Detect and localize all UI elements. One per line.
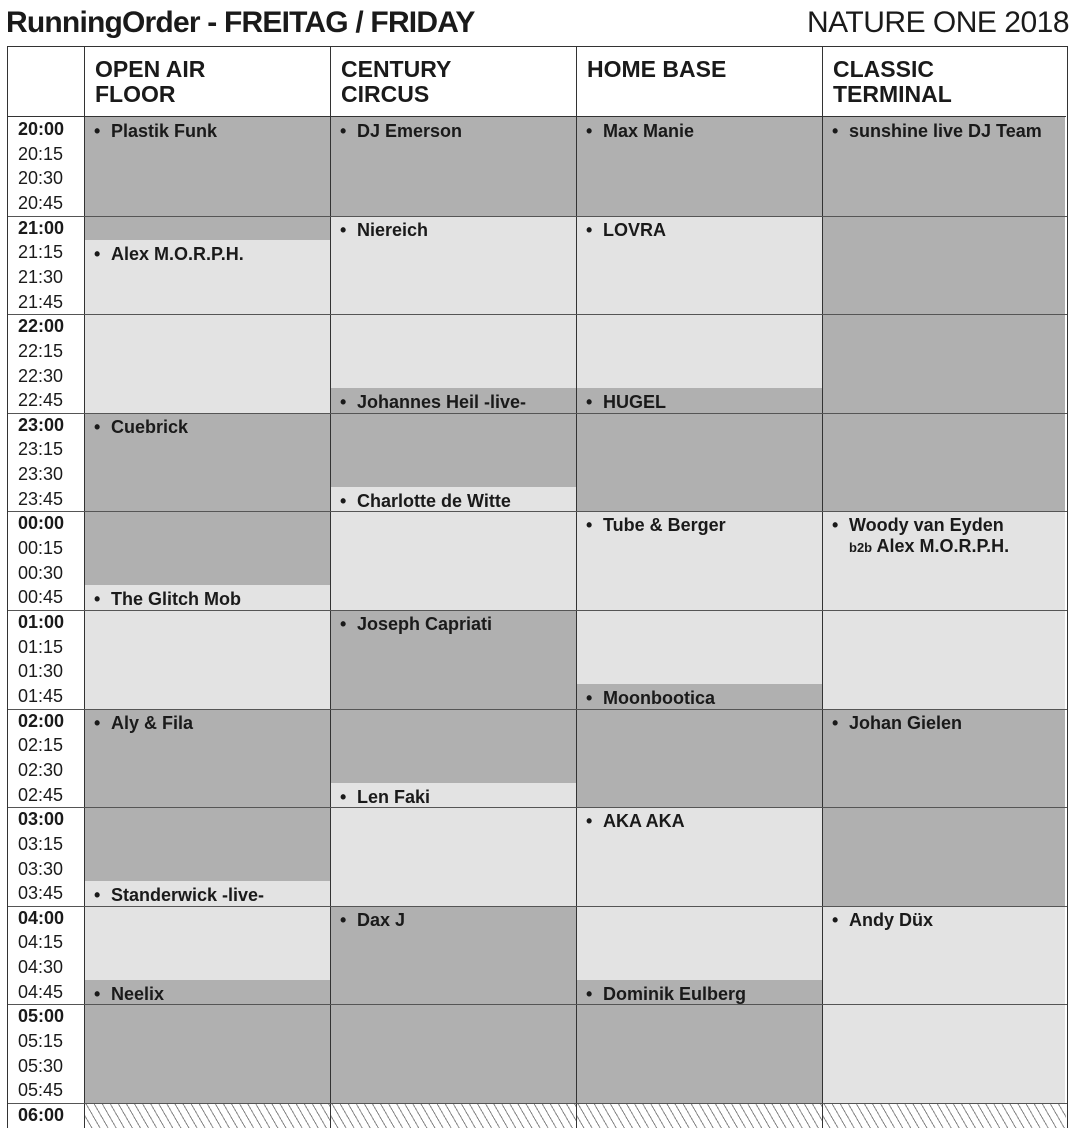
set-block[interactable] — [85, 117, 330, 240]
artist-name: Dax J — [357, 909, 406, 930]
artist-line — [340, 614, 492, 634]
time-label: 02:45 — [18, 784, 64, 805]
stage-name-line1: CENTURY — [341, 56, 452, 82]
set-block[interactable] — [85, 413, 330, 586]
time-label: 23:00 — [18, 414, 65, 435]
hour-divider — [8, 314, 1067, 315]
hour-divider — [8, 1103, 1067, 1104]
artist-name: Niereich — [357, 219, 429, 240]
stage-name-line1: HOME BASE — [587, 56, 727, 82]
stage-header-classic-terminal — [823, 47, 1066, 117]
time-label: 22:15 — [18, 340, 64, 361]
end-of-night-hatch — [577, 1103, 823, 1128]
hour-divider — [8, 413, 1067, 414]
set-block[interactable] — [331, 388, 576, 487]
time-label: 21:15 — [18, 242, 64, 263]
bullet-icon: • — [832, 121, 839, 141]
artist-name: Max Manie — [603, 121, 695, 141]
artist-name: Johannes Heil -live- — [357, 392, 527, 413]
bullet-icon: • — [832, 909, 839, 930]
stage-name-line1: OPEN AIR — [95, 56, 206, 82]
time-label: 01:45 — [18, 685, 64, 706]
set-block[interactable] — [85, 881, 330, 980]
bullet-icon: • — [586, 515, 593, 536]
bullet-icon: • — [586, 392, 593, 413]
time-label: 23:30 — [18, 464, 64, 485]
artist-line — [832, 713, 962, 733]
stage-header-open-air-floor — [85, 47, 331, 117]
artist-line — [94, 713, 193, 733]
artist-name: Moonbootica — [603, 687, 715, 708]
time-label: 22:00 — [18, 316, 65, 337]
hour-divider — [8, 807, 1067, 808]
time-label: 20:00 — [18, 119, 65, 139]
artist-name: DJ Emerson — [357, 121, 463, 141]
artist-name: Alex M.O.R.P.H. — [111, 244, 244, 265]
b2b-line — [832, 536, 1065, 558]
time-label: 01:15 — [18, 636, 64, 657]
bullet-icon: • — [94, 885, 101, 906]
time-label: 05:45 — [18, 1080, 64, 1101]
end-of-night-hatch — [85, 1103, 331, 1128]
set-block[interactable] — [577, 980, 822, 1103]
artist-name: Charlotte de Witte — [357, 490, 511, 511]
time-label: 23:15 — [18, 439, 64, 460]
time-label: 00:30 — [18, 562, 64, 583]
time-label: 01:30 — [18, 661, 64, 682]
time-label: 23:45 — [18, 488, 64, 509]
bullet-icon: • — [94, 416, 101, 437]
stage-header-home-base — [577, 47, 823, 117]
set-block[interactable] — [577, 388, 822, 511]
time-label: 03:30 — [18, 858, 64, 879]
artist-line — [586, 811, 685, 831]
artist-name: Aly & Fila — [111, 712, 194, 733]
set-block[interactable] — [331, 216, 576, 389]
artist-line — [340, 491, 511, 511]
bullet-icon: • — [340, 614, 347, 634]
set-block[interactable] — [85, 980, 330, 1103]
time-label: 04:15 — [18, 932, 64, 953]
hour-divider — [8, 610, 1067, 611]
time-label: 04:00 — [18, 907, 65, 928]
bullet-icon: • — [586, 121, 593, 141]
time-label: 02:00 — [18, 710, 65, 731]
bullet-icon: • — [832, 515, 839, 536]
running-order-grid — [7, 46, 1068, 1128]
set-block[interactable] — [331, 487, 576, 610]
artist-name: Joseph Capriati — [357, 614, 493, 634]
corner-cell — [8, 47, 85, 117]
page-header — [6, 6, 1069, 44]
artist-name: Johan Gielen — [849, 712, 963, 733]
artist-name: Andy Düx — [849, 909, 934, 930]
artist-line — [586, 220, 666, 240]
event-name: NATURE ONE 2018 — [806, 6, 1069, 39]
artist-name: AKA AKA — [603, 811, 685, 832]
hour-divider — [8, 1004, 1067, 1005]
set-block[interactable] — [577, 807, 822, 980]
time-label: 01:00 — [18, 612, 65, 632]
set-block[interactable] — [331, 117, 576, 216]
page-title: RunningOrder - FREITAG / FRIDAY — [6, 6, 475, 39]
bullet-icon: • — [586, 983, 593, 1004]
set-block[interactable] — [85, 585, 330, 708]
time-label: 05:00 — [18, 1006, 65, 1027]
artist-line — [586, 515, 726, 535]
set-block[interactable] — [85, 709, 330, 882]
artist-name: Cuebrick — [111, 416, 189, 437]
time-label: 05:15 — [18, 1031, 64, 1052]
time-label: 00:00 — [18, 513, 65, 534]
bullet-icon: • — [340, 121, 347, 141]
artist-name: Standerwick -live- — [111, 885, 265, 906]
artist-name: The Glitch Mob — [111, 589, 241, 610]
bullet-icon: • — [340, 392, 347, 413]
time-label: 21:00 — [18, 217, 65, 238]
time-label: 22:30 — [18, 365, 64, 386]
artist-name: Neelix — [111, 983, 165, 1004]
time-label: 03:15 — [18, 833, 64, 854]
time-label: 06:00 — [18, 1105, 65, 1125]
artist-line — [94, 417, 188, 437]
time-label: 20:15 — [18, 143, 64, 164]
b2b-artist: Alex M.O.R.P.H. — [876, 536, 1010, 557]
artist-name: Len Faki — [357, 786, 431, 807]
artist-name: LOVRA — [603, 219, 666, 240]
hour-divider — [8, 906, 1067, 907]
artist-line — [94, 885, 264, 905]
set-block[interactable] — [577, 511, 822, 684]
artist-line — [94, 244, 244, 264]
set-block[interactable] — [331, 783, 576, 906]
artist-line — [340, 787, 430, 807]
time-label: 00:45 — [18, 587, 64, 608]
artist-name: Dominik Eulberg — [603, 983, 747, 1004]
bullet-icon: • — [340, 786, 347, 807]
stage-name-line2: TERMINAL — [833, 81, 952, 107]
stage-name-line2: FLOOR — [95, 81, 176, 107]
artist-line — [832, 121, 1042, 141]
b2b-tag: b2b — [849, 540, 873, 556]
artist-name: Woody van Eyden — [849, 515, 1004, 536]
end-of-night-hatch — [331, 1103, 577, 1128]
time-label: 20:30 — [18, 168, 64, 189]
bullet-icon: • — [94, 244, 101, 265]
set-block[interactable] — [577, 684, 822, 807]
artist-line — [340, 910, 405, 930]
hour-divider — [8, 216, 1067, 217]
bullet-icon: • — [340, 219, 347, 240]
time-column — [8, 117, 85, 1128]
bullet-icon: • — [340, 909, 347, 930]
artist-line — [94, 589, 241, 609]
artist-line — [340, 220, 428, 240]
time-label: 20:45 — [18, 192, 64, 213]
artist-line — [586, 121, 694, 141]
stage-name-line2: CIRCUS — [341, 81, 430, 107]
artist-line — [586, 392, 666, 412]
artist-line — [94, 121, 217, 141]
bullet-icon: • — [586, 811, 593, 832]
artist-name: sunshine live DJ Team — [849, 121, 1042, 141]
bullet-icon: • — [586, 687, 593, 708]
time-label: 02:30 — [18, 759, 64, 780]
end-of-night-hatch — [823, 1103, 1066, 1128]
time-label: 22:45 — [18, 390, 64, 411]
time-label: 05:30 — [18, 1055, 64, 1076]
artist-line — [340, 121, 462, 141]
artist-line — [832, 910, 933, 930]
artist-name: HUGEL — [603, 392, 666, 413]
artist-line — [340, 392, 526, 412]
bullet-icon: • — [94, 712, 101, 733]
time-label: 04:30 — [18, 957, 64, 978]
artist-name: Plastik Funk — [111, 121, 218, 141]
artist-line — [586, 688, 715, 708]
bullet-icon: • — [832, 712, 839, 733]
set-block[interactable] — [577, 117, 822, 216]
time-label: 21:45 — [18, 291, 64, 312]
hour-divider — [8, 511, 1067, 512]
set-block[interactable] — [85, 240, 330, 413]
bullet-icon: • — [586, 219, 593, 240]
bullet-icon: • — [94, 121, 101, 141]
set-block[interactable] — [577, 216, 822, 389]
artist-name: Tube & Berger — [603, 515, 726, 536]
time-label: 04:45 — [18, 981, 64, 1002]
artist-line — [832, 515, 1004, 535]
time-label: 03:45 — [18, 883, 64, 904]
time-label: 00:15 — [18, 538, 64, 559]
time-label: 03:00 — [18, 809, 65, 830]
stage-header-century-circus — [331, 47, 577, 117]
hour-divider — [8, 709, 1067, 710]
stage-name-line1: CLASSIC — [833, 56, 934, 82]
time-label: 02:15 — [18, 735, 64, 756]
artist-line — [94, 984, 164, 1004]
bullet-icon: • — [94, 983, 101, 1004]
bullet-icon: • — [340, 490, 347, 511]
time-label: 21:30 — [18, 266, 64, 287]
set-block[interactable] — [331, 610, 576, 783]
artist-line — [586, 984, 746, 1004]
bullet-icon: • — [94, 589, 101, 610]
